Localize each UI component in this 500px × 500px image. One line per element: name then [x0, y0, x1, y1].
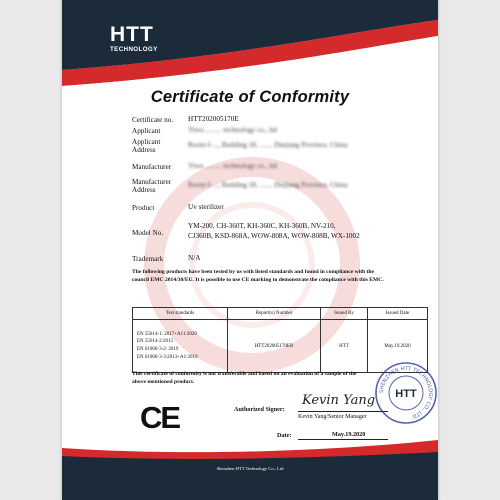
signature-script: Kevin Yang — [302, 393, 376, 408]
transfer-notice: This certificate of conformity is not transferable and based on an evaluation of a sample of the above mentioned product. — [132, 371, 357, 386]
table-header-cell: Issued By — [321, 308, 368, 320]
field-label-applicant: Applicant — [132, 127, 161, 135]
field-label-trademark: Trademark — [132, 255, 164, 263]
compliance-statement: The following products have been tested by us with listed standards and found in compliance with the council EMC 2014/30/EU. It is possible to use CE marking to demonstrate the compliance with this EMC. — [132, 269, 384, 284]
seal-ring-text: SHENZHEN HTT TECHNOLOGY CO., LTD — [378, 365, 434, 420]
field-value-manufacturer-address: Room 6 ..., Building 18, ......, Zhejiang Province, China — [188, 181, 348, 189]
field-value-applicant: Yiwu ......... technology co., ltd — [188, 126, 277, 134]
field-value-model-no: YM-200, CH-360T, KH-360C, KH-360B, NV-210, CJ360B, KSD-868A, WOW-808A, WOW-808B, WX-1002 — [188, 222, 360, 240]
field-label-certificate-no: Certificate no. — [132, 116, 174, 124]
field-label-manufacturer-address: Manufacturer Address — [132, 178, 172, 194]
field-value-applicant-address: Room 6 ..., Building 18, ......, Zhejiang Province, China — [188, 141, 348, 149]
authorized-signer-label: Authorized Signer: — [234, 406, 285, 413]
date-value: May.19.2020 — [332, 431, 366, 438]
logo-subtitle: TECHNOLOGY — [110, 46, 158, 53]
field-label-product: Product — [132, 204, 155, 212]
report-number-cell: HTT202005170ER — [228, 320, 321, 373]
htt-logo — [110, 24, 158, 53]
footer-navy-band — [62, 452, 438, 500]
seal-text: HTT — [395, 388, 417, 400]
standard-item: EN 55014-2:2015 — [137, 339, 173, 345]
standard-item: EN 61000-3-2: 2019 — [137, 347, 179, 352]
standard-item: EN 61000-3-3:2013+A1:2019 — [137, 354, 198, 360]
date-label: Date: — [277, 432, 292, 439]
certificate-decoration — [62, 0, 438, 500]
footer-text: Shenzhen HTT Technology Co., Ltd — [216, 466, 284, 471]
field-value-manufacturer: Yiwu ......... technology co., ltd — [188, 162, 277, 170]
field-label-applicant-address: Applicant Address — [132, 138, 161, 154]
field-label-manufacturer: Manufacturer — [132, 163, 172, 171]
table-header-cell: Test standards — [133, 308, 228, 320]
certificate-page — [62, 0, 438, 500]
ce-mark: CE — [140, 400, 180, 435]
issued-date-cell: May.19.2020 — [368, 320, 428, 373]
date-line — [298, 439, 388, 440]
table-header-cell: Report(s) Number — [228, 308, 321, 320]
company-seal-icon — [374, 361, 438, 425]
field-value-certificate-no: HTT202005170E — [188, 115, 239, 123]
signer-name: Kevin Yang/Senior Manager — [298, 414, 367, 420]
table-header-row — [133, 308, 428, 320]
table-header-cell: Issued Date — [368, 308, 428, 320]
field-value-product: Uv sterilizer — [188, 203, 224, 211]
field-value-trademark: N/A — [188, 254, 201, 262]
certificate-title: Certificate of Conformity — [150, 88, 350, 106]
standard-item: EN 55014-1: 2017+A11:2020 — [137, 331, 197, 337]
issued-by-cell: HTT — [321, 320, 368, 373]
logo-wordmark: HTT — [110, 23, 154, 46]
field-label-model-no: Model No. — [132, 229, 164, 237]
standards-cell — [133, 320, 228, 373]
